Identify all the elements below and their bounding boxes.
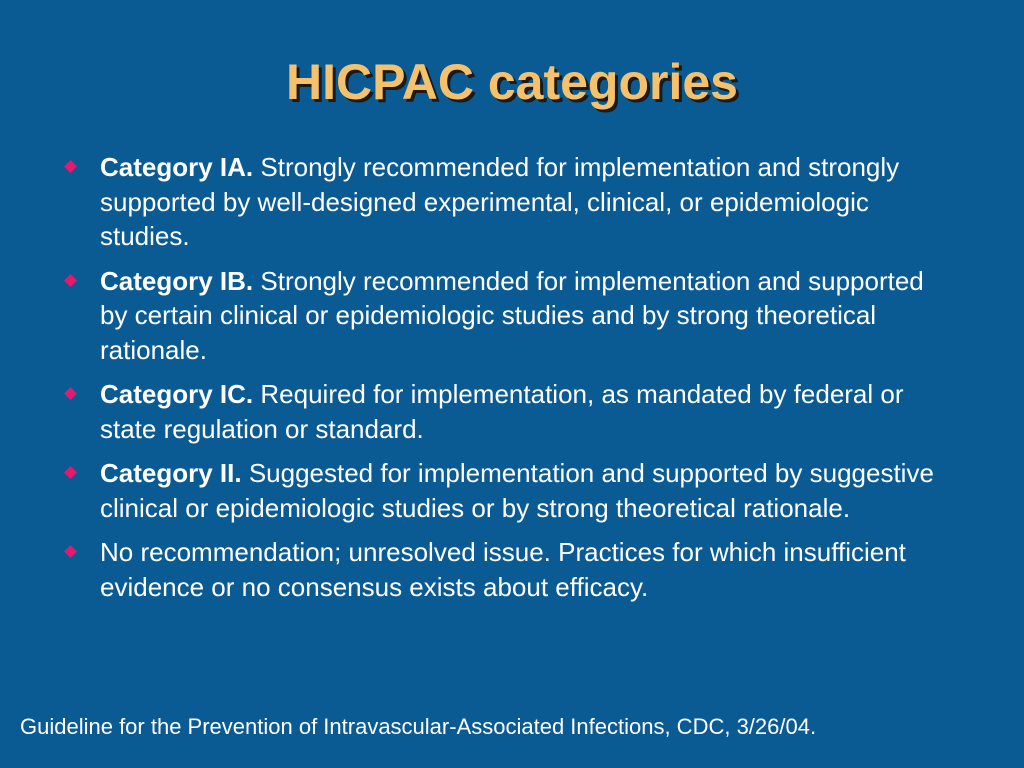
bullet-list [58,150,958,614]
footer-citation: Guideline for the Prevention of Intravascular-Associated Infections, CDC, 3/26/04. [20,714,817,739]
bullet-item-category-ia [58,150,958,254]
bullet-label: Category II. [100,458,242,488]
bullet-label: Category IB. [100,265,254,296]
bullet-label: Category IA. [100,152,254,182]
bullet-item-category-ib [58,264,958,368]
bullet-label: Category IC. [100,379,254,409]
bullet-text: Suggested for implementation and supported by suggestive clinical or epidemiologic studies or by strong theoretical rationale. [100,458,934,523]
diamond-bullet-icon [64,274,77,287]
bullet-text: Required for implementation, as mandated by federal or state regulation or standard. [100,379,904,444]
diamond-bullet-icon [64,466,77,479]
bullet-item-category-ic [58,377,958,446]
diamond-bullet-icon [64,160,77,173]
bullet-item-category-ii [58,456,958,525]
bullet-text: Strongly recommended for implementation and strongly supported by well-designed experimental, clinical, or epidemiologic studies. [100,152,900,251]
slide-title: HICPAC categories [286,54,738,110]
bullet-text: No recommendation; unresolved issue. Practices for which insufficient evidence or no consensus exists about efficacy. [100,537,906,602]
bullet-item-no-recommendation [58,535,958,604]
diamond-bullet-icon [64,545,77,558]
diamond-bullet-icon [64,387,77,400]
bullet-text: Strongly recommended for implementation and supported by certain clinical or epidemiologic studies and by strong theoretical rationale. [100,265,924,365]
